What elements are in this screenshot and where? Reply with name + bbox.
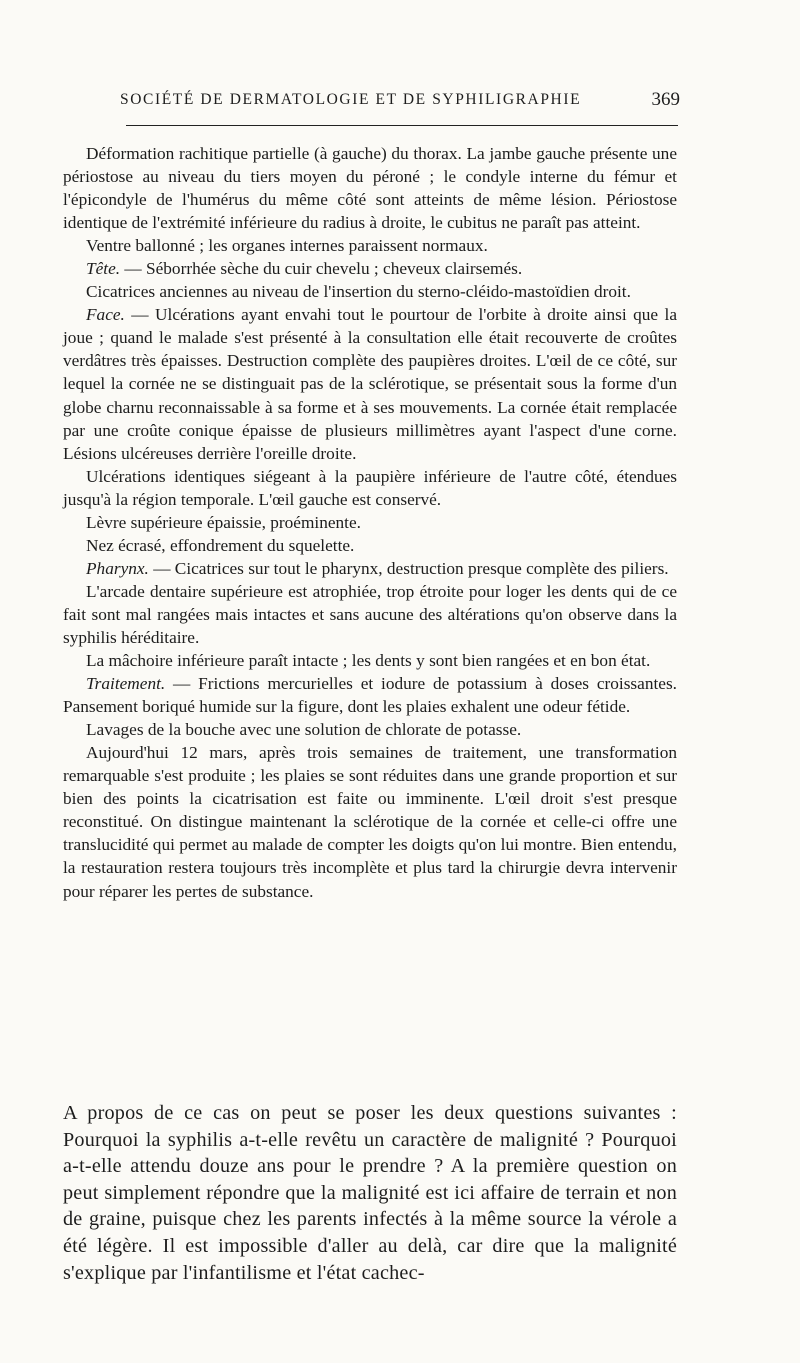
paragraph-aujourdhui: Aujourd'hui 12 mars, après trois semaines de traitement, une transformation remarquable s'est produite ; les plaies se sont réduites dans une grande proportion et sur bien des points la cicatrisation est faite ou imminente. L'œil droit s'est presque reconstitué. On distingue maintenant la sclérotique de la cornée et celle-ci offre une translucidité qui permet au malade de compter les doigts qu'on lui montre. Bien entendu, la restauration restera toujours très incomplète et plus tard la chirurgie devra intervenir pour réparer les pertes de substance. [63,743,677,901]
paragraph-face: Face. — Ulcérations ayant envahi tout le pourtour de l'orbite à droite ainsi que la joue ; quand le malade s'est présenté à la consultation elle était recouverte de croûtes verdâtres très épaisses. Destruction complète des paupières droites. L'œil de ce côté, sur lequel la cornée ne se distinguait pas de la sclérotique, se présentait sous la forme d'un globe charnu reconnaissable à sa forme et à ses mouvements. La cornée était remplacée par une croûte conique épaisse de plusieurs millimètres ayant l'aspect d'une corne. Lésions ulcéreuses derrière l'oreille droite. [63,305,677,463]
paragraph-lavages: Lavages de la bouche avec une solution de chlorate de potasse. [86,720,522,740]
paragraph-thorax: Déformation rachitique partielle (à gauche) du thorax. La jambe gauche présente une périostose au niveau du tiers moyen du péroné ; le condyle interne du fémur et l'épicondyle de l'humérus du même côté sont atteints de même lésion. Périostose identique de l'extrémité inférieure du radius à droite, le cubitus ne paraît pas atteint. [63,144,677,233]
paragraph-ulcerations: Ulcérations identiques siégeant à la paupière inférieure de l'autre côté, étendues jusqu'à la région temporale. L'œil gauche est conservé. [63,466,677,509]
header-rule [126,125,678,126]
section-lead: Tête. [86,259,121,279]
paragraph-arcade: L'arcade dentaire supérieure est atrophiée, trop étroite pour loger les dents qui de ce fait sont mal rangées mais intactes et sans aucune des altérations qu'on observe dans la syphilis héréditaire. [63,581,677,647]
paragraph-levre: Lèvre supérieure épaissie, proéminente. [86,512,361,532]
section-lead: Traitement. [86,674,166,694]
paragraph-ventre: Ventre ballonné ; les organes internes paraissent normaux. [86,236,488,256]
section-lead: Face. [86,305,125,325]
page-number: 369 [651,89,680,110]
case-report-text [63,142,677,903]
running-head [120,86,680,114]
paragraph-cicatrices: Cicatrices anciennes au niveau de l'insertion du sterno-cléido-mastoïdien droit. [86,282,631,302]
paragraph-tete: Tête. — Séborrhée sèche du cuir chevelu ; cheveux clairsemés. [86,259,523,279]
paragraph-nez: Nez écrasé, effondrement du squelette. [86,535,355,555]
paragraph-pharynx: Pharynx. — Cicatrices sur tout le pharynx, destruction presque complète des piliers. [86,558,669,578]
section-lead: Pharynx. [86,558,149,578]
paragraph-machoire: La mâchoire inférieure paraît intacte ; les dents y sont bien rangées et en bon état. [86,651,651,671]
discussion-text [63,1100,677,1286]
paragraph-discussion: A propos de ce cas on peut se poser les deux questions suivantes : Pourquoi la syphilis a-t-elle revêtu un caractère de malignité ? Pourquoi a-t-elle attendu douze ans pour le prendre ? A la première question on peut simplement répondre que la malignité est ici affaire de terrain et non de graine, puisque chez les parents infectés à la même source la vérole a été légère. Il est impossible d'aller au delà, car dire que la malignité s'explique par l'infantilisme et l'état cachec- [63,1102,677,1284]
paragraph-traitement: Traitement. — Frictions mercurielles et iodure de potassium à doses croissantes. Pansement boriqué humide sur la figure, dont les plaies exhalent une odeur fétide. [63,674,677,717]
running-title: SOCIÉTÉ DE DERMATOLOGIE ET DE SYPHILIGRAPHIE [120,91,582,108]
